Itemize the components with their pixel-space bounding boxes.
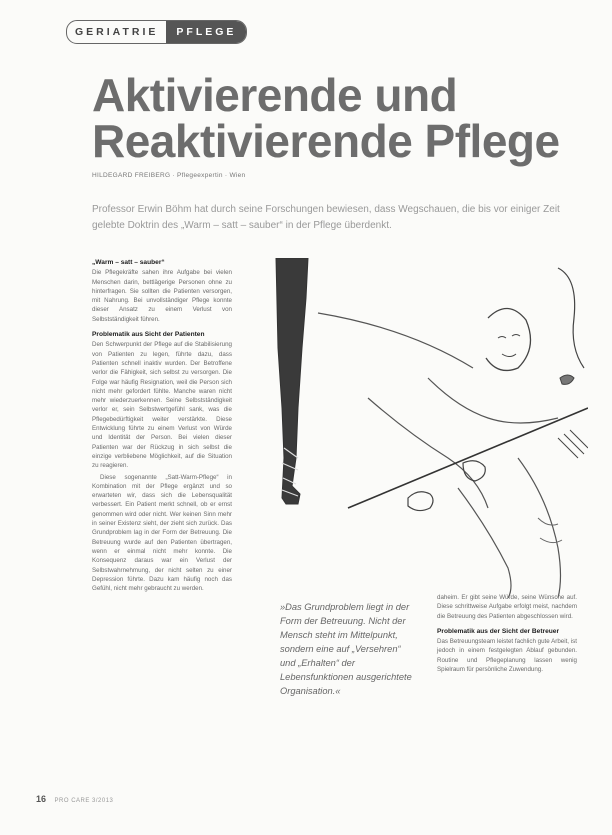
pull-quote: »Das Grundproblem liegt in der Form der Betreuung. Nicht der Mensch steht im Mittelpunkt, sondern eine auf „Versehren“ und „Erhalten“ der Lebensfunktionen ausgerichtete Organisation.« (280, 602, 412, 696)
byline: HILDEGARD FREIBERG · Pflegeexpertin · Wien (92, 172, 246, 179)
body-paragraph: daheim. Er gibt seine Würde, seine Wünsche auf. Diese schrittweise Aufgabe erfolgt meist, nachdem die Betreuung des Patienten abgeschlossen wird. (437, 594, 577, 620)
subheading: Problematik aus der Sicht der Betreuer (437, 627, 560, 635)
category-label: GERIATRIE (75, 26, 159, 38)
face-sketch (486, 308, 531, 370)
category-tag (66, 20, 247, 44)
section-label: PFLEGE (166, 21, 246, 43)
page-number: 16 (36, 794, 47, 804)
body-paragraph: Das Betreuungsteam leistet fachlich gute Arbeit, ist jedoch in einem festgelegten Ablauf gebunden. Routine und Pflegeplanung lassen wenig Spielraum für persönliche Zuwendung. (437, 638, 577, 674)
body-paragraph: Die Pflegekräfte sahen ihre Aufgabe bei vielen Menschen darin, bettlägerige Personen ohne zu hinterfragen. Sie sollten die Patienten versorgen, mit Nahrung. Bei unvollständiger Pflege konnte dieser Ansatz zu einem Verlust von Selbstständigkeit führen. (92, 269, 232, 323)
subheading: „Warm – satt – sauber“ (92, 259, 165, 266)
article-column-1 (92, 258, 232, 595)
article-column-3 (437, 593, 577, 676)
title-line-1: Aktivierende und (92, 69, 458, 121)
subheading: Problematik aus Sicht der Patienten (92, 331, 205, 339)
cane-line (348, 408, 588, 508)
page-title (92, 69, 572, 167)
title-line-2: Reaktivierende Pflege (92, 115, 560, 167)
journal-name: PRO CARE 3/2013 (54, 798, 114, 804)
body-paragraph: Den Schwerpunkt der Pflege auf die Stabilisierung von Patienten zu legen, führte dazu, dass Patienten schnell inaktiv wurden. Der Betroffene verlor die Fähigkeit, sich selbst zu versorgen. Die Folge war häufig Resignation, weil die Person sich nicht mehr gefordert fühlte. Manche waren nicht mehr wiederzuerkennen. Seine Selbstständigkeit verlor er, sein Selbstwertgefühl sank, was die Pflegebedürftigkeit weiter verstärkte. Diese Entwicklung führte zu einem Verlust von Würde und Identität der Person. Bei vielen dieser Patienten war der Rückzug in sich selbst die einzige verbliebene Möglichkeit, auf die Situation zu reagieren. (92, 341, 232, 470)
illustration-drawing (258, 258, 588, 598)
page-footer (36, 794, 113, 804)
lead-paragraph: Professor Erwin Böhm hat durch seine Forschungen bewiesen, dass Wegschauen, die bis vor einiger Zeit gelebte Doktrin des „Warm – satt – sauber“ in der Pflege überdenkt. (92, 204, 560, 231)
body-paragraph: Diese sogenannte „Satt-Warm-Pflege“ in Kombination mit der Pflege ergänzt und so erwarteten wir, dass sich die Lebensqualität verbessert. Ein Patient merkt schnell, ob er ernst genommen wird oder nicht. Wer keinen Sinn mehr in seiner Existenz sieht, der zieht sich zurück. Das Grundproblem lag in der Form der Betreuung. Die Betreuung wurde auf den Patienten übertragen, wenn er einmal nicht mehr konnte. Die Konsequenz daraus war ein Verlust der Selbstwahrnehmung, der nicht selten zu einer Depression führte. Dazu kam häufig noch das Gefühl, nicht mehr gebraucht zu werden. (92, 473, 232, 593)
